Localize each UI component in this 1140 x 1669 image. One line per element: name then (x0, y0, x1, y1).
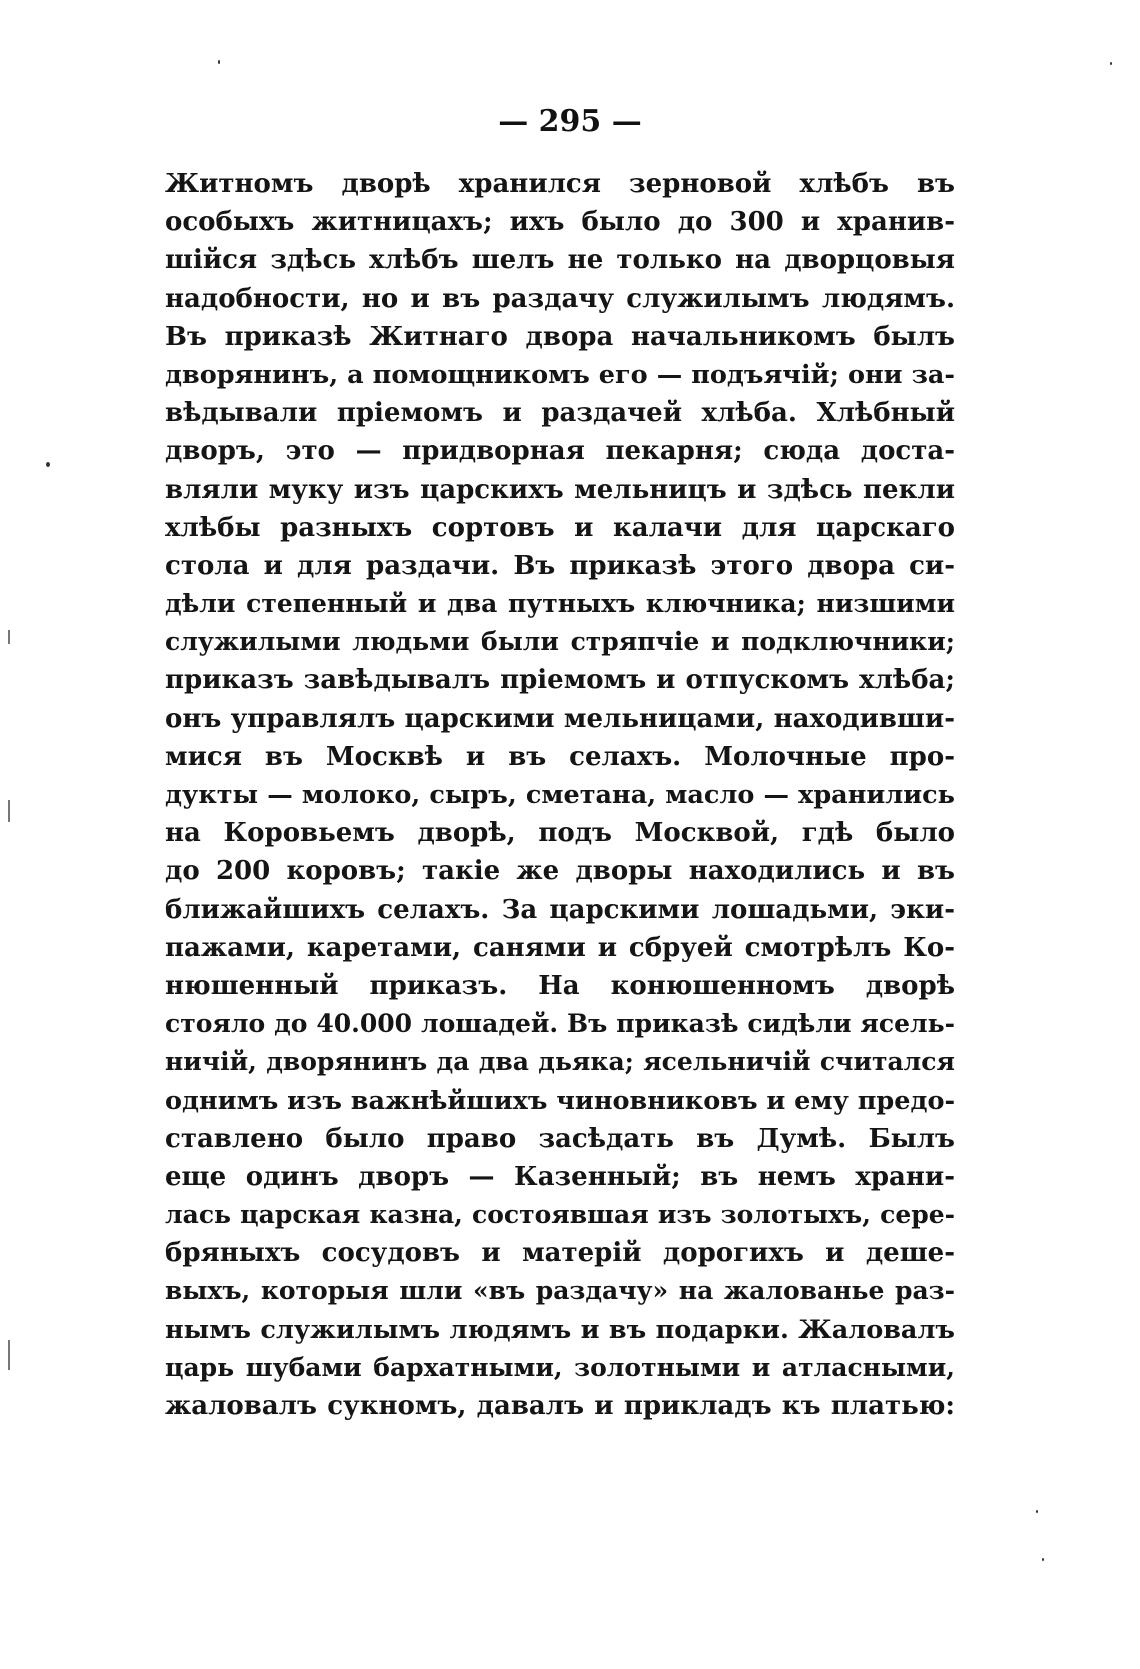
scan-speck (1110, 62, 1112, 65)
text-line: мися въ Москвѣ и въ селахъ. Молочные про- (165, 741, 955, 772)
text-line: Въ приказѣ Житнаго двора начальникомъ былъ (165, 321, 955, 352)
text-line: лась царская казна, состоявшая изъ золотыхъ, сере- (165, 1200, 955, 1230)
text-line: ставлено было право засѣдать въ Думѣ. Былъ (165, 1123, 955, 1154)
text-line: пажами, каретами, санями и сбруей смотрѣлъ Ко- (165, 932, 955, 963)
scan-speck (1042, 1558, 1044, 1561)
text-line: царь шубами бархатными, золотными и атласными, (165, 1352, 955, 1382)
text-line: вѣдывали пріемомъ и раздачей хлѣба. Хлѣбный (165, 398, 955, 429)
text-line: приказъ завѣдывалъ пріемомъ и отпускомъ хлѣба; (165, 665, 955, 696)
text-line: дукты — молоко, сыръ, сметана, масло — хранились (165, 780, 955, 810)
text-line: стояло до 40.000 лошадей. Въ приказѣ сидѣли ясель- (165, 1009, 955, 1039)
text-line: особыхъ житницахъ; ихъ было до 300 и хранив- (165, 207, 955, 238)
text-line: выхъ, которыя шли «въ раздачу» на жалованье раз- (165, 1276, 955, 1306)
scan-speck (46, 462, 50, 467)
scan-speck (218, 60, 220, 64)
text-line: однимъ изъ важнѣйшихъ чиновниковъ и ему предо- (165, 1085, 955, 1116)
text-line: хлѣбы разныхъ сортовъ и калачи для царскаго (165, 512, 955, 543)
text-line: онъ управлялъ царскими мельницами, находивши- (165, 703, 955, 734)
text-line: дѣли степенный и два путныхъ ключника; низшими (165, 589, 955, 619)
text-line: шійся здѣсь хлѣбъ шелъ не только на дворцовыя (165, 245, 955, 276)
text-line: дворъ, это — придворная пекарня; сюда доста- (165, 436, 955, 467)
page-number: — 295 — (498, 104, 642, 139)
scan-edge-mark (8, 630, 10, 644)
text-line: ближайшихъ селахъ. За царскими лошадьми, эки- (165, 894, 955, 925)
text-line: до 200 коровъ; такіе же дворы находились и въ (165, 856, 955, 887)
text-line: бряныхъ сосудовъ и матерій дорогихъ и деше- (165, 1238, 955, 1269)
text-line: на Коровьемъ дворѣ, подъ Москвой, гдѣ было (165, 818, 955, 849)
text-line: надобности, но и въ раздачу служилымъ людямъ. (165, 283, 955, 314)
text-line: ничій, дворянинъ да два дьяка; ясельничій считался (165, 1047, 955, 1077)
text-line: Житномъ дворѣ хранился зерновой хлѣбъ въ (165, 169, 955, 199)
scan-edge-mark (8, 800, 10, 822)
scan-speck (1036, 1510, 1038, 1513)
text-line: стола и для раздачи. Въ приказѣ этого двора си- (165, 550, 955, 581)
text-line: дворянинъ, а помощникомъ его — подъячій; они за- (165, 359, 955, 390)
text-line: жаловалъ сукномъ, давалъ и прикладъ къ платью: (165, 1391, 955, 1421)
text-line: нюшенный приказъ. На конюшенномъ дворѣ (165, 970, 955, 1001)
body-text (165, 165, 955, 1425)
text-line: вляли муку изъ царскихъ мельницъ и здѣсь пекли (165, 474, 955, 505)
text-line: еще одинъ дворъ — Казенный; въ немъ храни- (165, 1161, 955, 1192)
text-line: служилыми людьми были стряпчіе и подключники; (165, 627, 955, 657)
scan-edge-mark (8, 1340, 10, 1370)
text-line: нымъ служилымъ людямъ и въ подарки. Жаловалъ (165, 1314, 955, 1345)
